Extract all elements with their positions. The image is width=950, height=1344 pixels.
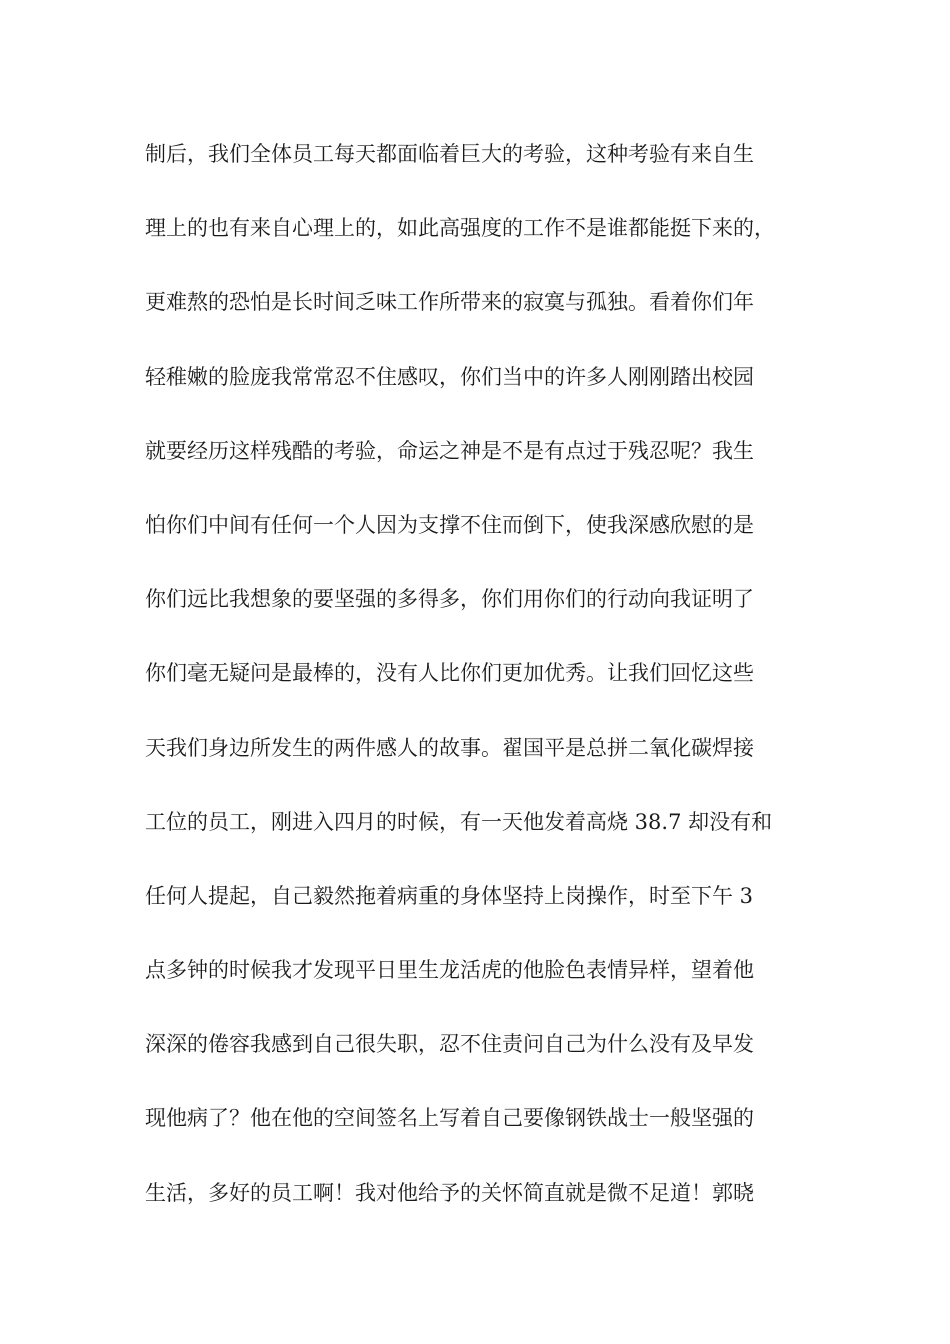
text-line: 理上的也有来自心理上的，如此高强度的工作不是谁都能挺下来的， (145, 216, 775, 241)
text-line: 点多钟的时候我才发现平日里生龙活虎的他脸色表情异样，望着他 (145, 958, 754, 983)
text-line: 更难熬的恐怕是长时间乏味工作所带来的寂寞与孤独。看着你们年 (145, 290, 754, 315)
text-line: 现他病了？他在他的空间签名上写着自己要像钢铁战士一般坚强的 (145, 1106, 754, 1131)
text-line: 怕你们中间有任何一个人因为支撑不住而倒下，使我深感欣慰的是 (145, 512, 754, 537)
text-line: 生活，多好的员工啊！我对他给予的关怀简直就是微不足道！郭晓 (145, 1180, 754, 1205)
text-line: 工位的员工，刚进入四月的时候，有一天他发着高烧 38.7 却没有和 (145, 809, 773, 834)
text-line: 任何人提起，自己毅然拖着病重的身体坚持上岗操作，时至下午 3 (145, 883, 754, 908)
body-text (145, 130, 810, 1243)
text-line: 你们远比我想象的要坚强的多得多，你们用你们的行动向我证明了 (145, 587, 754, 612)
text-line: 你们毫无疑问是最棒的，没有人比你们更加优秀。让我们回忆这些 (145, 661, 754, 686)
text-line: 制后，我们全体员工每天都面临着巨大的考验，这种考验有来自生 (145, 142, 754, 166)
text-line: 轻稚嫩的脸庞我常常忍不住感叹，你们当中的许多人刚刚踏出校园 (145, 364, 754, 389)
text-line: 天我们身边所发生的两件感人的故事。翟国平是总拼二氧化碳焊接 (145, 735, 754, 760)
text-line: 深深的倦容我感到自己很失职，忍不住责问自己为什么没有及早发 (145, 1032, 754, 1057)
text-line: 就要经历这样残酷的考验，命运之神是不是有点过于残忍呢？我生 (145, 438, 754, 463)
